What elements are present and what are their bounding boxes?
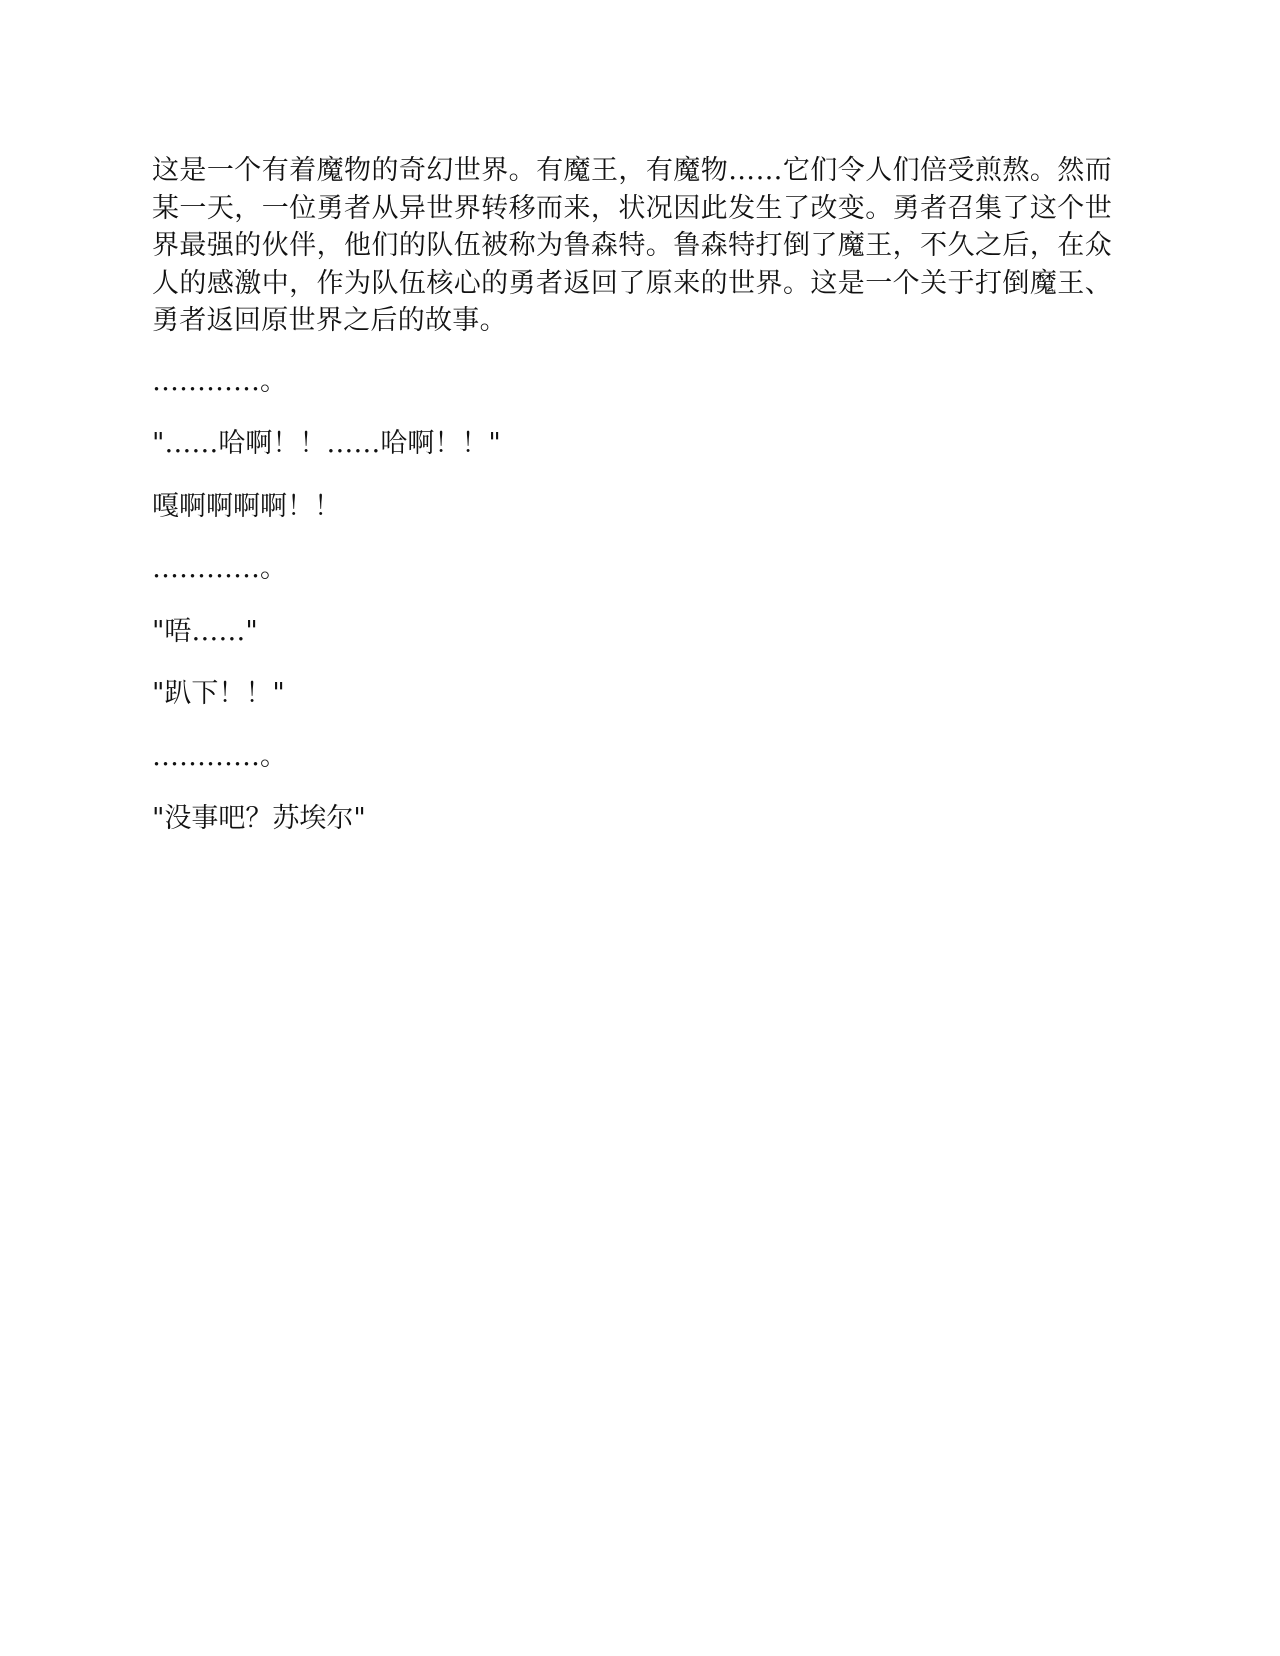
ellipsis-line: …………。 [152,365,287,397]
dialogue-line: "……哈啊！！……哈啊！！" [152,428,501,459]
ellipsis-line: …………。 [152,740,287,772]
intro-paragraph: 这是一个有着魔物的奇幻世界。有魔王，有魔物……它们令人们倍受煎熬。然而某一天，一位勇者从异世界转移而来，状况因此发生了改变。勇者召集了这个世界最强的伙伴，他们的队伍被称为鲁森特。鲁森特打倒了魔王，不久之后，在众人的感激中，作为队伍核心的勇者返回了原来的世界。这是一个关于打倒魔王、勇者返回原世界之后的故事。 [152,155,1112,336]
dialogue-line: "唔……" [152,615,258,647]
narration-line: 嘎啊啊啊啊！！ [152,490,341,522]
ellipsis-line: …………。 [152,553,287,584]
dialogue-line: "趴下！！" [152,678,285,709]
dialogue-line: "没事吧？苏埃尔" [152,803,366,834]
document-body [152,152,1112,838]
